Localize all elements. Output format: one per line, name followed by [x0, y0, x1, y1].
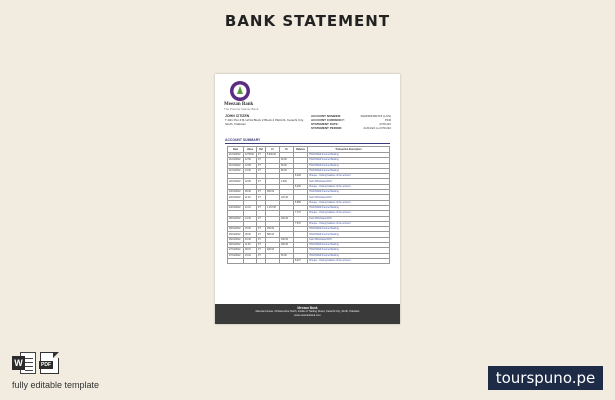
table-cell: FT	[257, 237, 266, 242]
table-cell: 6,400	[294, 184, 308, 189]
footer-address: Meezan House, 20 Executive North, Inside of Trading Street, Karachi City, Sindh, Pakistan	[255, 310, 360, 313]
table-cell: FT	[257, 248, 266, 253]
table-cell: TRANSFER Internet Banking	[308, 232, 390, 237]
table-cell: TRANSFER Internet Banking	[308, 158, 390, 163]
table-cell: Cash Withdrawal ATM	[308, 195, 390, 200]
bank-name: Meezan Bank	[224, 102, 254, 107]
table-cell: Cheque - Closing balance of the account	[308, 211, 390, 216]
table-cell: TRANSFER Internet Banking	[308, 205, 390, 210]
transactions-body	[228, 153, 390, 264]
table-cell: 80.00	[280, 168, 294, 173]
table-cell: 580.00	[266, 232, 280, 237]
table-cell: FT	[257, 205, 266, 210]
table-cell: Cheque - Closing balance of the account	[308, 174, 390, 179]
statement-date: 27/01/22	[379, 122, 391, 126]
table-cell: 23/01/2022	[228, 195, 244, 200]
statement-footer	[215, 304, 400, 324]
word-icon-label: W	[12, 356, 25, 370]
account-currency-label: ACCOUNT CURRENCY:	[311, 118, 345, 122]
col-header-description: Transaction Description	[308, 147, 390, 153]
summary-divider	[225, 143, 390, 144]
table-cell: 50.00	[280, 253, 294, 258]
table-cell: 24/01/2022	[228, 205, 244, 210]
table-cell: 20.00	[280, 158, 294, 163]
table-cell: 21/01/2022	[228, 168, 244, 173]
table-row	[228, 258, 390, 263]
table-cell: 150.00	[266, 227, 280, 232]
table-cell: Cash Withdrawal ATM	[308, 179, 390, 184]
bank-tagline: The Premier Islamic Bank	[224, 107, 259, 111]
statement-period: 21/01/22 to 27/01/22	[363, 126, 391, 130]
table-cell: 27/01/2022	[228, 248, 244, 253]
table-cell: 26/01/2022	[228, 237, 244, 242]
table-cell: 300.00	[280, 243, 294, 248]
table-cell: 09:00	[244, 232, 257, 237]
table-cell: 11:45	[244, 243, 257, 248]
table-cell: 7,547	[294, 221, 308, 226]
table-cell: TRANSFER Internet Banking	[308, 243, 390, 248]
table-cell: 6,580	[294, 200, 308, 205]
col-header-date: Date	[228, 147, 244, 153]
table-cell: 26/01/2022	[228, 243, 244, 248]
table-cell: TRANSFER Internet Banking	[308, 168, 390, 173]
table-cell: FT	[257, 163, 266, 168]
table-cell: 100.00	[280, 237, 294, 242]
table-cell: FT	[257, 168, 266, 173]
table-cell	[266, 258, 280, 263]
table-cell: 09:15	[244, 248, 257, 253]
col-header-dr: Dr	[280, 147, 294, 153]
table-cell: FT	[257, 216, 266, 221]
table-cell	[257, 258, 266, 263]
table-cell	[280, 258, 294, 263]
table-cell: 22/01/2022	[228, 179, 244, 184]
customer-address: T‑921 Plot # B‑12/1A Block 2 Block 2 PECHS, Karachi City, Sindh, Pakistan	[225, 118, 304, 126]
statement-date-label: STATEMENT DATE:	[311, 122, 339, 126]
transactions-table	[227, 146, 390, 264]
table-cell: 21/01/2022	[228, 158, 244, 163]
col-header-value: Value	[244, 147, 257, 153]
banner-title: BANK STATEMENT	[224, 12, 391, 30]
table-cell: 15:00	[244, 227, 257, 232]
table-cell	[244, 258, 257, 263]
table-cell: Cheque - Closing balance of the account	[308, 200, 390, 205]
table-cell: 200.00	[266, 248, 280, 253]
table-cell: 25/01/2022	[228, 227, 244, 232]
table-cell: 300.00	[266, 190, 280, 195]
table-cell: Cash Withdrawal ATM	[308, 216, 390, 221]
table-cell: 5,000.00	[266, 153, 280, 158]
table-cell: 2,000	[280, 179, 294, 184]
table-cell: FT	[257, 190, 266, 195]
table-cell: TRANSFER Internet Banking	[308, 153, 390, 158]
site-watermark: tourspuno.pe	[488, 366, 603, 390]
table-cell: 25/01/2022	[228, 216, 244, 221]
bank-logo-icon	[229, 80, 251, 102]
table-cell: 09:40	[244, 190, 257, 195]
table-cell: 200.00	[280, 216, 294, 221]
table-cell: 10:20	[244, 253, 257, 258]
table-cell: 26/01/2022	[228, 232, 244, 237]
table-cell: 21/01/2022	[228, 163, 244, 168]
table-cell: 50.00	[280, 163, 294, 168]
table-cell: 11:20	[244, 195, 257, 200]
table-cell: 27/01/2022	[228, 253, 244, 258]
table-cell: FT	[257, 195, 266, 200]
table-cell: TRANSFER Internet Banking	[308, 253, 390, 258]
format-icons	[12, 352, 59, 374]
statement-document	[215, 74, 400, 324]
account-currency: PKR	[384, 118, 391, 122]
table-cell: Cheque - Closing balance of the account	[308, 221, 390, 226]
table-cell: TRANSFER Internet Banking	[308, 163, 390, 168]
table-cell: 12:55:00	[244, 153, 257, 158]
table-cell: Cheque - Closing balance of the account	[308, 258, 390, 263]
table-cell: Cash Withdrawal ATM	[308, 237, 390, 242]
table-cell: Cheque - Closing balance of the account	[308, 184, 390, 189]
table-cell: 12:58	[244, 163, 257, 168]
account-number: 0924953490715 (LCS)	[360, 114, 391, 118]
table-cell: FT	[257, 179, 266, 184]
table-cell: FT	[257, 243, 266, 248]
table-cell: 13:00	[244, 168, 257, 173]
pdf-icon-label: PDF	[41, 362, 51, 368]
table-cell: 10:05	[244, 179, 257, 184]
table-cell: 12:56	[244, 158, 257, 163]
col-header-cr: Cr	[266, 147, 280, 153]
account-block	[311, 114, 391, 130]
account-summary-heading: ACCOUNT SUMMARY	[225, 138, 261, 142]
table-cell: FT	[257, 253, 266, 258]
customer-name: JOHN CITIZEN	[225, 114, 250, 118]
table-cell: 7,747	[294, 211, 308, 216]
table-cell: FT	[257, 153, 266, 158]
table-cell: 10:30	[244, 237, 257, 242]
pdf-icon	[40, 352, 59, 374]
footer-bank: Meezan Bank	[297, 306, 318, 310]
table-cell: 8,400	[294, 174, 308, 179]
table-cell: 8,027	[294, 258, 308, 263]
table-cell: 120.00	[280, 195, 294, 200]
statement-period-label: STATEMENT PERIOD:	[311, 126, 343, 130]
footer-website: www.meezanbank.com	[294, 314, 321, 317]
table-cell: 14:30	[244, 216, 257, 221]
table-cell: 12:10	[244, 205, 257, 210]
account-number-label: ACCOUNT NUMBER:	[311, 114, 341, 118]
table-cell: 23/01/2022	[228, 190, 244, 195]
table-cell: FT	[257, 158, 266, 163]
table-cell: TRANSFER Internet Banking	[308, 248, 390, 253]
table-cell: 21/01/2022	[228, 153, 244, 158]
table-cell: FT	[257, 232, 266, 237]
editable-template-label: fully editable template	[12, 380, 100, 390]
col-header-ref: Ref	[257, 147, 266, 153]
word-icon	[12, 352, 36, 374]
table-cell: TRANSFER Internet Banking	[308, 190, 390, 195]
table-cell: FT	[257, 227, 266, 232]
table-cell: 1,167.00	[266, 205, 280, 210]
table-cell: TRANSFER Internet Banking	[308, 227, 390, 232]
customer-block	[225, 114, 311, 126]
table-cell	[228, 258, 244, 263]
col-header-balance: Balance	[294, 147, 308, 153]
